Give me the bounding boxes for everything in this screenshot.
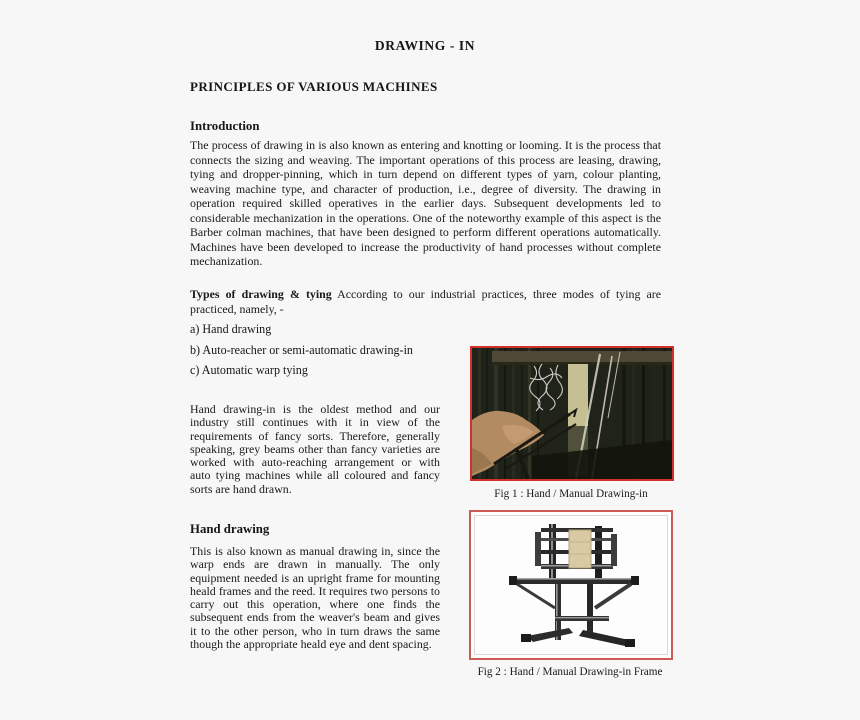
hand-drawing-photo-graphic — [472, 348, 672, 479]
introduction-paragraph: The process of drawing in is also known as entering and knotting or looming. It is the process that connects the sizing and weaving. The important operations of this process are leasing, drawing, tying and dropper-pinning, which in turn depend on different types of yarn, colour planting, weaving machine type, and character of production, i.e., degree of diversity. The drawing in operation required skilled operatives in the earlier days. Subsequent developments led to considerable mechanization in the operations. One of the noteworthy example of this aspect is the Barber colman machines, that have been designed to perform different operations automatically. Machines have been developed to increase the productivity of hand processes without complete mechanization. — [190, 138, 661, 268]
list-item-automatic-warp-tying: c) Automatic warp tying — [190, 363, 308, 377]
hand-drawing-intro-paragraph: Hand drawing-in is the oldest method and our industry still continues with it in view of the requirements of fancy sorts. Therefore, generally speaking, grey beams other than fancy varieties are worked with auto-reaching arrangement or with auto tying machines while all coloured and fancy sorts are hand drawn. — [190, 402, 440, 496]
hand-drawing-paragraph: This is also known as manual drawing in, since the warp ends are drawn in manually. The only equipment needed is an upright frame for mounting heald frames and the reed. It requires two persons to carry out this operation, where one finds the subsequent ends from the weaver's beam and gives it to the other person, who in turn draws the same though the appropriate heald eye and dent spacing. — [190, 544, 440, 652]
fig1-caption: Fig 1 : Hand / Manual Drawing-in — [494, 488, 648, 500]
introduction-heading: Introduction — [190, 119, 260, 133]
list-item-auto-reacher: b) Auto-reacher or semi-automatic drawing-in — [190, 343, 413, 357]
fig1-image — [470, 346, 674, 481]
types-paragraph — [190, 287, 661, 317]
list-item-hand-drawing: a) Hand drawing — [190, 322, 272, 336]
types-lead-bold: Types of drawing & tying — [190, 287, 332, 301]
drawing-in-frame-graphic — [471, 512, 671, 658]
fig2-caption: Fig 2 : Hand / Manual Drawing-in Frame — [477, 666, 663, 678]
hand-drawing-heading: Hand drawing — [190, 522, 270, 536]
page-title: DRAWING - IN — [374, 38, 476, 53]
fig2-image — [469, 510, 673, 660]
types-lead-rest: According to our industrial practices, three modes of tying are practiced, namely, - — [190, 287, 662, 316]
principles-heading: PRINCIPLES OF VARIOUS MACHINES — [190, 79, 438, 94]
